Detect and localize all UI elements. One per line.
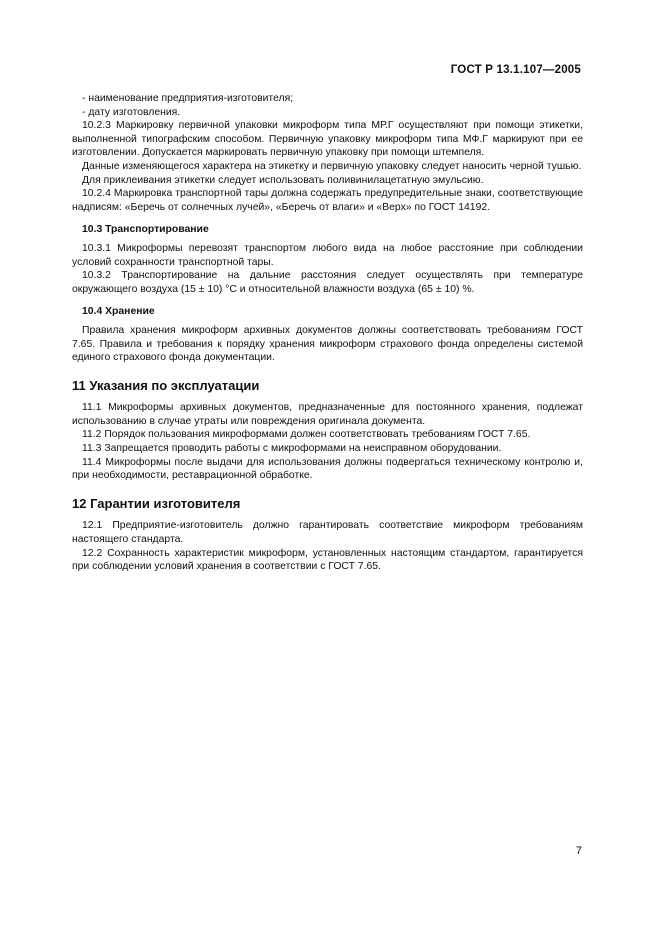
- clause-11-3: 11.3 Запрещается проводить работы с микроформами на неисправном оборудовании.: [82, 443, 502, 455]
- clause-10-3-1: 10.3.1 Микроформы перевозят транспортом любого вида на любое расстояние при соблюдении условий сохранности транспортной тары.: [72, 242, 583, 268]
- clause-10-2-3: 10.2.3 Маркировку первичной упаковки микроформ типа МР.Г осуществляют при помощи этикетки, выполненной типографским способом. Первичную упаковку микроформ типа МФ.Г маркируют при ее изготовлении. Допускается маркировать первичную упаковку при помощи штемпеля.: [72, 120, 583, 159]
- subsection-heading-10-3: 10.3 Транспортирование: [82, 224, 209, 236]
- section-heading-12: 12 Гарантии изготовителя: [72, 495, 241, 511]
- clause-12-1: 12.1 Предприятие-изготовитель должно гарантировать соответствие микроформ требованиям настоящего стандарта.: [72, 520, 583, 546]
- page-number: 7: [575, 845, 582, 857]
- clause-11-4: 11.4 Микроформы после выдачи для использования должны подвергаться техническому контролю и, при необходимости, реставрационной обработке.: [72, 456, 583, 482]
- clause-11-1: 11.1 Микроформы архивных документов, предназначенные для постоянного хранения, подлежат использованию в случае утраты или повреждения оригинала документа.: [72, 402, 583, 427]
- clause-10-3-2: 10.3.2 Транспортирование на дальние расстояния следует осуществлять при температуре окружающего воздуха (15 ± 10) °С и относительной влажности воздуха (65 ± 10) %.: [72, 270, 583, 295]
- subsection-heading-10-4: 10.4 Хранение: [82, 306, 155, 318]
- list-item: - наименование предприятия-изготовителя;: [82, 93, 294, 104]
- paragraph: Правила хранения микроформ архивных документов должны соответствовать требованиям ГОСТ 7.65. Правила и требования к порядку хранения микроформ страхового фонда определены системой единого страхового фонда документации.: [72, 324, 583, 364]
- clause-12-2: 12.2 Сохранность характеристик микроформ, установленных настоящим стандартом, гарантируется при соблюдении условий хранения в соответствии с ГОСТ 7.65.: [72, 547, 583, 573]
- paragraph: Для приклеивания этикетки следует использовать поливинилацетатную эмульсию.: [82, 174, 484, 186]
- list-item: - дату изготовления.: [82, 106, 181, 118]
- standard-code-header: ГОСТ Р 13.1.107—2005: [450, 64, 581, 76]
- clause-11-2: 11.2 Порядок пользования микроформами должен соответствовать требованиям ГОСТ 7.65.: [82, 429, 531, 441]
- section-heading-11: 11 Указания по эксплуатации: [72, 377, 260, 393]
- page-content: [72, 92, 583, 574]
- paragraph: Данные изменяющегося характера на этикетку и первичную упаковку следует наносить черной тушью.: [82, 160, 582, 172]
- clause-10-2-4: 10.2.4 Маркировка транспортной тары должна содержать предупредительные знаки, соответствующие надписям: «Беречь от солнечных лучей», «Беречь от влаги» и «Верх» по ГОСТ 14192.: [72, 188, 583, 213]
